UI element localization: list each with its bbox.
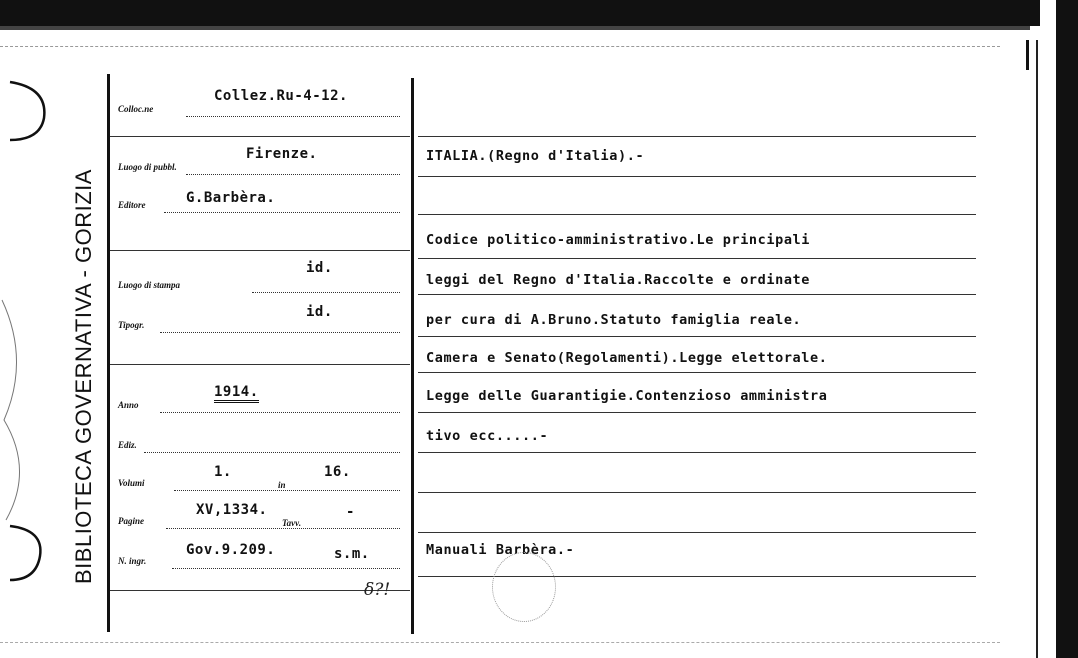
field-line — [144, 452, 400, 453]
card-top-edge — [0, 0, 1040, 26]
rule — [418, 412, 976, 413]
institution-stamp: BIBLIOTECA GOVERNATIVA - GORIZIA — [71, 169, 96, 584]
field-line — [166, 528, 400, 529]
subject-heading: ITALIA.(Regno d'Italia).- — [426, 148, 645, 164]
tavole-label: Tavv. — [282, 518, 302, 528]
rule — [418, 452, 976, 453]
left-edge-scribble — [2, 300, 20, 520]
tipografo-value: id. — [306, 304, 333, 320]
rule — [418, 532, 976, 533]
description-line: Legge delle Guarantigie.Contenzioso amministra — [426, 388, 828, 404]
description-line: tivo ecc.....- — [426, 428, 549, 444]
field-line — [174, 490, 400, 491]
rule — [110, 364, 410, 365]
formato-value: 16. — [324, 464, 351, 480]
rule — [418, 372, 976, 373]
pagine-label: Pagine — [118, 516, 144, 526]
description-line: Codice politico-amministrativo.Le principali — [426, 232, 811, 248]
faint-library-stamp — [492, 552, 556, 622]
collocazione-label: Colloc.ne — [118, 104, 154, 114]
n-ingr-label: N. ingr. — [118, 556, 147, 566]
upper-punch-hole — [10, 82, 44, 140]
anno-label: Anno — [118, 400, 139, 410]
rule — [418, 294, 976, 295]
lower-punch-hole — [10, 526, 40, 580]
field-line — [172, 568, 400, 569]
n-ingr-extra: s.m. — [334, 546, 370, 562]
volumi-label: Volumi — [118, 478, 145, 488]
rule — [418, 336, 976, 337]
pagine-value: XV,1334. — [196, 502, 268, 518]
luogo-pubbl-value: Firenze. — [246, 146, 318, 162]
editore-value: G.Barbèra. — [186, 190, 276, 206]
card-right-border — [1036, 40, 1038, 658]
collocazione-value: Collez.Ru-4-12. — [214, 88, 348, 104]
rule — [418, 258, 976, 259]
description-line: leggi del Regno d'Italia.Raccolte e ordinate — [426, 272, 811, 288]
description-line: Camera e Senato(Regolamenti).Legge elettorale. — [426, 350, 828, 366]
volumi-value: 1. — [214, 464, 232, 480]
series-note: Manuali Barbèra.- — [426, 542, 575, 558]
middle-column-divider — [411, 78, 414, 634]
field-line — [186, 116, 400, 117]
tavole-value: - — [346, 504, 355, 520]
top-dashed-line — [0, 46, 1000, 47]
description-line: per cura di A.Bruno.Statuto famiglia reale. — [426, 312, 802, 328]
handwritten-note: δ?! — [364, 580, 391, 600]
luogo-stampa-value: id. — [306, 260, 333, 276]
card-right-tick — [1026, 40, 1029, 70]
rule — [418, 136, 976, 137]
tipografo-label: Tipogr. — [118, 320, 145, 330]
field-line — [164, 212, 400, 213]
rule — [110, 136, 410, 137]
card-top-edge-shadow — [0, 26, 1030, 30]
field-line — [160, 332, 400, 333]
n-ingr-value: Gov.9.209. — [186, 542, 276, 558]
editore-label: Editore — [118, 200, 146, 210]
rule — [418, 214, 976, 215]
rule — [418, 176, 976, 177]
luogo-pubbl-label: Luogo di pubbl. — [118, 162, 177, 172]
left-column-divider — [107, 74, 110, 632]
field-line — [186, 174, 400, 175]
anno-value: 1914. — [214, 384, 259, 403]
rule — [418, 492, 976, 493]
field-line — [252, 292, 400, 293]
field-line — [160, 412, 400, 413]
volumi-in-label: in — [278, 480, 286, 490]
card-right-edge — [1056, 0, 1078, 658]
rule — [110, 250, 410, 251]
edizione-label: Ediz. — [118, 440, 137, 450]
luogo-stampa-label: Luogo di stampa — [118, 280, 181, 290]
bottom-dashed-line — [0, 642, 1000, 643]
